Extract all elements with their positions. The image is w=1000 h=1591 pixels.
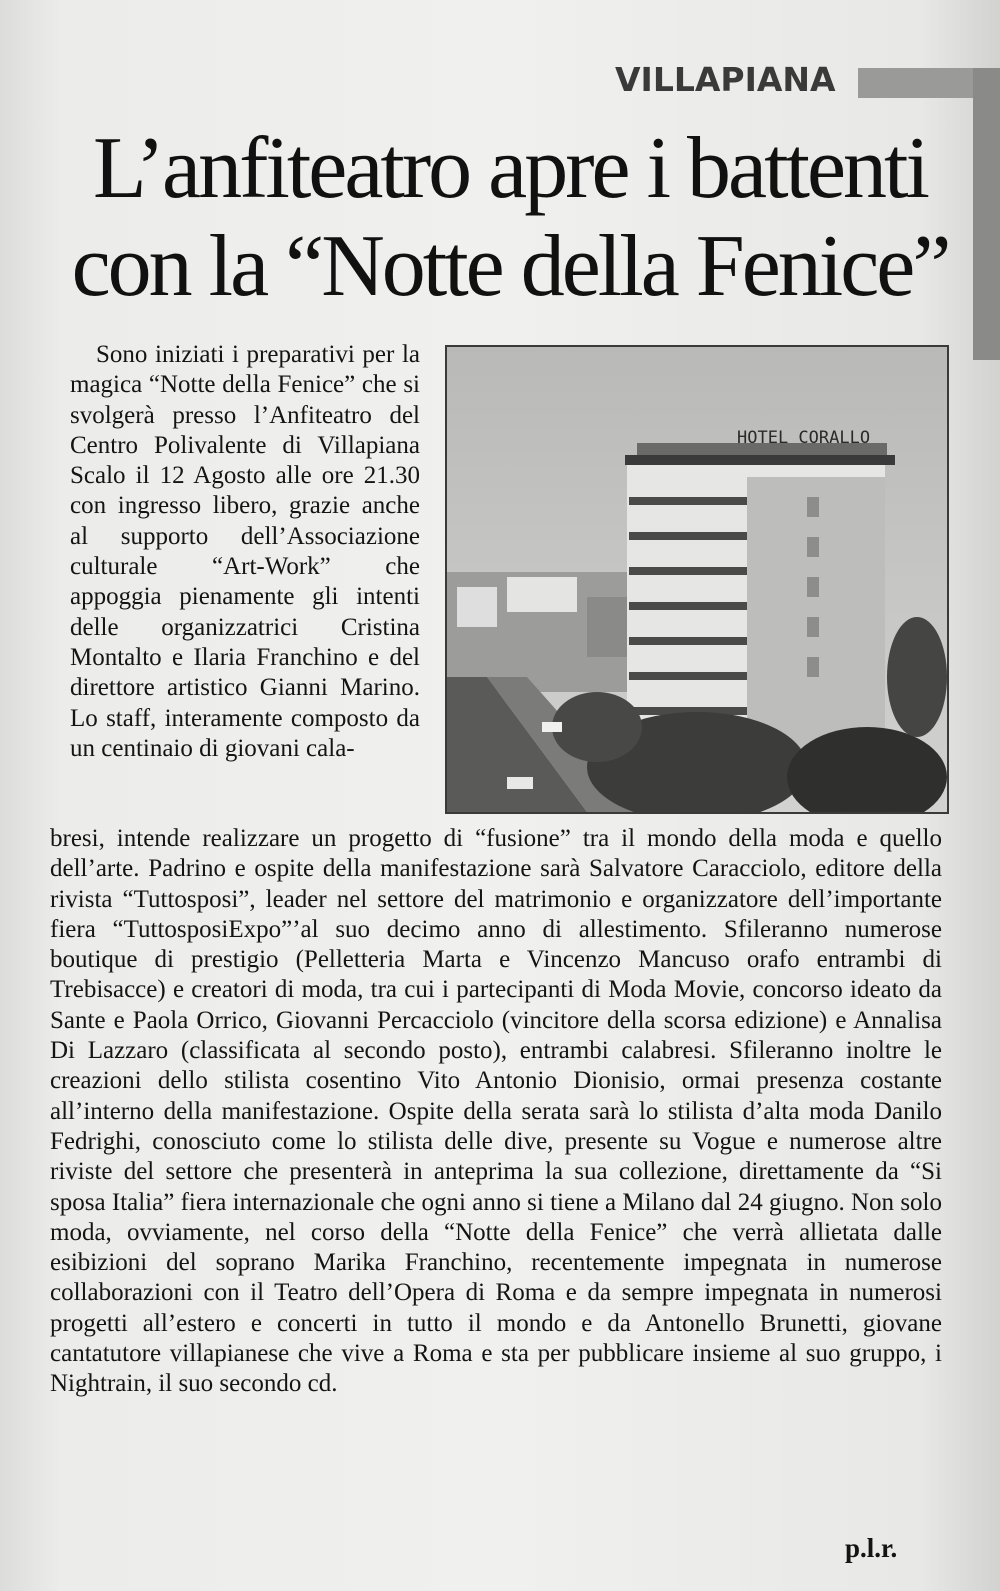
author-signature: p.l.r. <box>845 1533 898 1563</box>
article-body-full: bresi, intende realizzare un progetto di “fusione” tra il mondo della moda e quello dell’arte. Padrino e ospite della manifestazione sarà Salvatore Caracciolo, editore della rivista “Tuttosposi”, leader nel settore del matrimonio e organizzatore dell’importante fiera “TuttosposiExpo”’al suo decimo anno di allestimento. Sfileranno numerose boutique di prestigio (Pelletteria Marta e Vincenzo Mancuso orafo entrambi di Trebisacce) e creatori di moda, tra cui i partecipanti di Moda Movie, concorso ideato da Sante e Paola Orrico, Giovanni Percacciolo (vincitore della scorsa edizione) e Annalisa Di Lazzaro (classificata al secondo posto), entrambi calabresi. Sfileranno inoltre le creazioni dello stilista cosentino Vito Antonio Dionisio, ormai presenza costante all’interno della manifestazione. Ospite della serata sarà lo stilista d’alta moda Danilo Fedrighi, conosciuto come lo stilista delle dive, presente su Vogue e numerose altre riviste del settore che presenterà in anteprima la sua collezione, direttamente da “Si sposa Italia” fiera internazionale che ogni anno si tiene a Milano dal 24 giugno. Non solo moda, ovviamente, nel corso della “Notte della Fenice” che verrà allietata dalle esibizioni del soprano Marika Franchino, recentemente impegnata in numerose collaborazioni con il Teatro dell’Opera di Roma e da sempre impegnata in numerosi progetti all’estero e concerti in tutto il mondo e da Antonello Brunetti, giovane cantatutore villapianese che vive a Roma e sta per pubblicare insieme al suo gruppo, i Nightrain, il suo secondo cd. <box>50 825 942 1398</box>
article-body-column <box>70 340 420 764</box>
hotel-sign: HOTEL CORALLO <box>737 428 871 448</box>
hotel-photo <box>445 345 949 814</box>
headline: L’anfiteatro apre i battenti con la “Notte della Fenice” <box>71 120 949 315</box>
section-label: VILLAPIANA <box>615 60 836 99</box>
article-body-column-text: Sono iniziati i preparativi per la magica “Notte della Fenice” che si svolgerà presso l’Anfiteatro del Centro Polivalente di Villapiana Scalo il 12 Agosto alle ore 21.30 con ingresso libero, grazie anche al supporto dell’Associazione culturale “Art-Work” che appoggia pienamente gli intenti delle organizzatrici Cristina Montalto e Ilaria Franchino e del direttore artistico Gianni Marino. Lo staff, interamente composto da un centinaio di giovani cala- <box>70 341 420 762</box>
side-bar <box>973 68 1000 360</box>
